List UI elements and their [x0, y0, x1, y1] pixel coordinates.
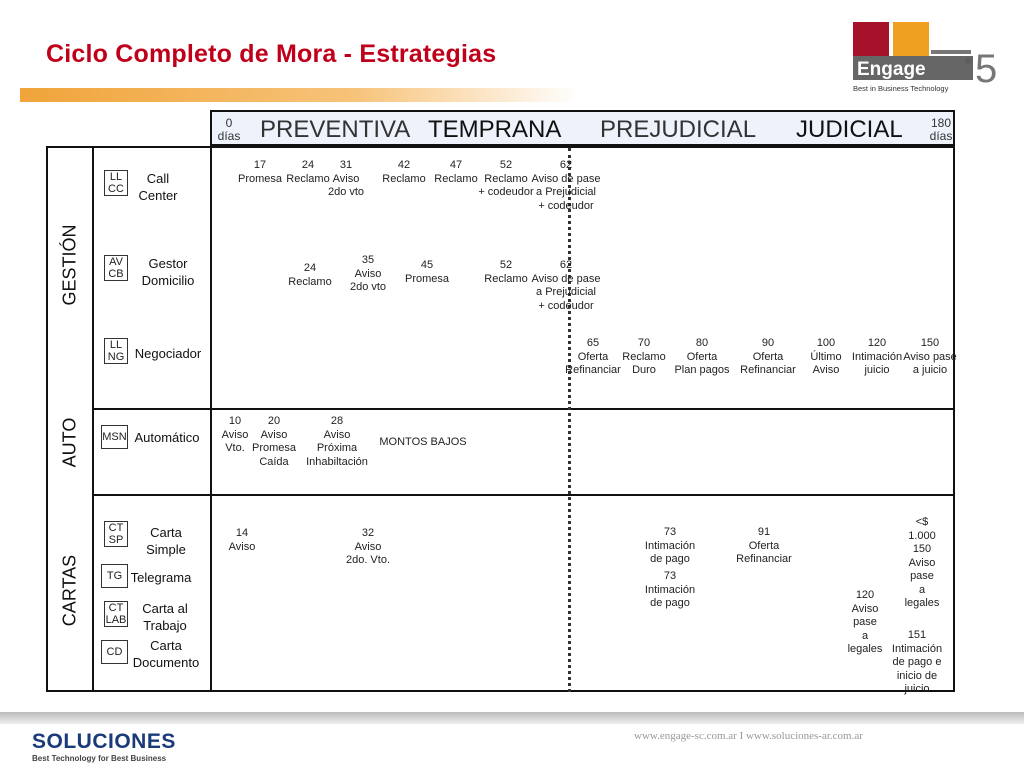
event-msn-28: 28 Aviso Próxima Inhabiltación	[306, 415, 368, 468]
label-column-divider	[210, 146, 212, 692]
event-llcc-42: 42 Reclamo	[382, 159, 426, 185]
event-avcb-35: 35 Aviso 2do vto	[349, 254, 387, 293]
page-title: Ciclo Completo de Mora - Estrategias	[46, 40, 497, 68]
event-ctsp-73: 73 Intimación de pago	[644, 526, 696, 565]
code-ctlab: CT LAB	[105, 602, 127, 626]
section-cartas: CARTAS	[59, 554, 80, 627]
phase-prejudicial: PREJUDICIAL	[600, 116, 757, 143]
section-auto: AUTO	[59, 417, 80, 468]
phase-judicial: JUDICIAL	[796, 116, 903, 143]
footer-band	[0, 712, 1024, 724]
row-carta-documento: Carta Documento	[132, 638, 200, 670]
logo-number: 5	[975, 47, 998, 91]
event-cd-151: 151 Intimación de pago e inicio de juicio	[891, 629, 943, 695]
event-llng-65: 65 Oferta Refinanciar	[565, 337, 621, 376]
soluciones-logo: SOLUCIONES	[32, 730, 176, 753]
section-gestion: GESTIÓN	[59, 224, 80, 306]
event-llcc-62: 62 Aviso de pase a Prejudicial + codeudor	[531, 159, 601, 212]
event-llng-90: 90 Oferta Refinanciar	[740, 337, 796, 376]
code-llcc: LL CC	[104, 170, 128, 196]
event-ctsp-32: 32 Aviso 2do. Vto.	[345, 527, 391, 566]
logo-reg: ®	[965, 56, 972, 66]
event-msn-10: 10 Aviso Vto.	[221, 415, 249, 454]
start-days: 0 días	[217, 116, 241, 143]
code-msn: MSN	[101, 425, 128, 449]
code-ctsp: CT SP	[104, 521, 128, 547]
montos-bajos-note: MONTOS BAJOS	[379, 436, 467, 448]
end-days: 180 días	[929, 116, 953, 143]
code-cd: CD	[101, 640, 128, 664]
event-avcb-62: 62 Aviso de pase a Prejudicial + codeudor	[531, 259, 601, 312]
engage-logo	[845, 12, 1005, 100]
prejudicial-boundary-line	[568, 148, 571, 692]
title-underline-bar	[20, 88, 580, 102]
event-ctsp-150-legales: <$ 1.000 150 Aviso pase a legales	[904, 516, 940, 609]
row-negociador: Negociador	[134, 346, 202, 361]
row-gestor-domicilio: Gestor Domicilio	[141, 256, 195, 288]
row-telegrama: Telegrama	[130, 570, 192, 585]
event-llcc-52: 52 Reclamo + codeudor	[478, 159, 534, 198]
code-tg: TG	[101, 564, 128, 588]
row-call-center: Call Center	[138, 171, 178, 203]
event-llng-80: 80 Oferta Plan pagos	[674, 337, 730, 376]
cartas-row-box	[94, 494, 955, 692]
soluciones-tagline: Best Technology for Best Business	[32, 754, 167, 763]
event-llcc-31: 31 Aviso 2do vto	[327, 159, 365, 198]
event-llcc-24: 24 Reclamo	[286, 159, 330, 185]
phase-temprana: TEMPRANA	[428, 116, 562, 143]
row-automatico: Automático	[134, 430, 200, 445]
event-msn-20: 20 Aviso Promesa Caída	[251, 415, 297, 468]
event-llng-150: 150 Aviso pase a juicio	[903, 337, 957, 376]
row-carta-simple: Carta Simple	[146, 525, 186, 557]
event-avcb-45: 45 Promesa	[404, 259, 450, 285]
event-tg-73: 73 Intimación de pago	[644, 570, 696, 609]
row-carta-trabajo: Carta al Trabajo	[142, 601, 188, 633]
code-avcb: AV CB	[104, 255, 128, 281]
event-ctsp-14: 14 Aviso	[228, 527, 256, 553]
phase-preventiva: PREVENTIVA	[260, 116, 411, 143]
event-llng-70: 70 Reclamo Duro	[622, 337, 666, 376]
footer-urls: www.engage-sc.com.ar I www.soluciones-ar.com.ar	[634, 730, 863, 742]
logo-tagline: Best in Business Technology	[853, 84, 949, 93]
logo-brand: Engage	[857, 59, 926, 80]
event-llcc-17: 17 Promesa	[237, 159, 283, 185]
event-llcc-47: 47 Reclamo	[434, 159, 478, 185]
code-llng: LL NG	[104, 338, 128, 364]
event-ctsp-91: 91 Oferta Refinanciar	[736, 526, 792, 565]
event-avcb-24: 24 Reclamo	[288, 262, 332, 288]
event-llng-120: 120 Intimación juicio	[851, 337, 903, 376]
event-llng-100: 100 Último Aviso	[810, 337, 842, 376]
event-avcb-52: 52 Reclamo	[484, 259, 528, 285]
event-ctlab-120: 120 Aviso pase a legales	[847, 589, 883, 655]
